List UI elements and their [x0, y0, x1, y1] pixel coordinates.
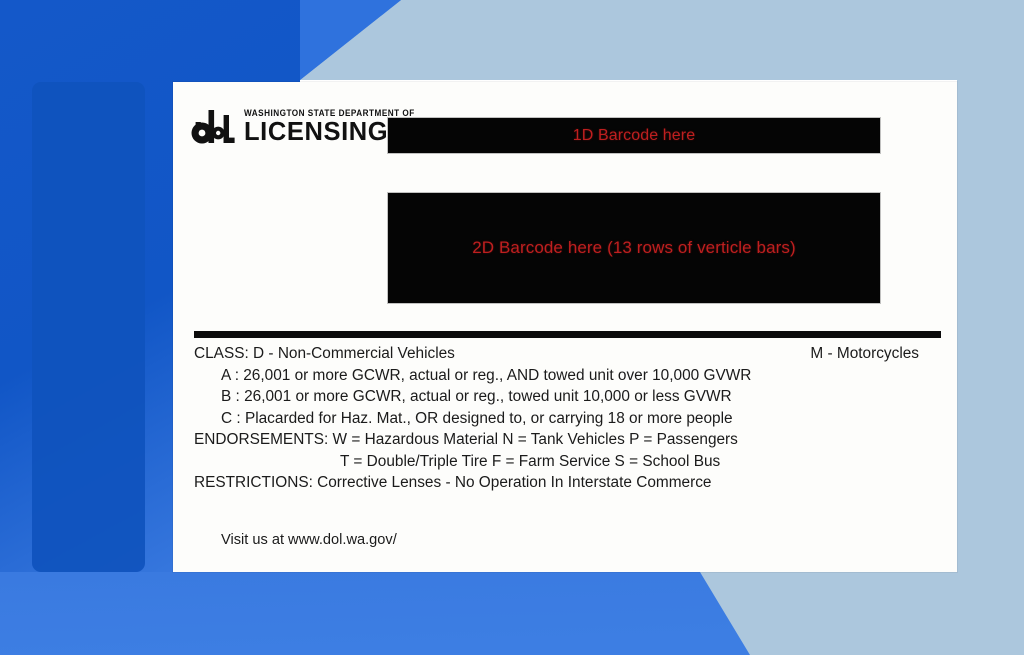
endorsements-row-2: T = Double/Triple Tire F = Farm Service S = School Bus: [340, 452, 721, 470]
class-c-row: C : Placarded for Haz. Mat., OR designed to, or carrying 18 or more people: [221, 409, 733, 427]
restrictions-row: RESTRICTIONS: Corrective Lenses - No Operation In Interstate Commerce: [194, 474, 712, 491]
bg-left-rounded-panel: [32, 82, 145, 572]
class-row: [194, 343, 941, 365]
bg-bottom-parallelogram: [0, 572, 750, 655]
class-info-block: [194, 343, 941, 494]
license-card: [173, 82, 957, 572]
class-motorcycles: M - Motorcycles: [810, 345, 919, 362]
dol-monogram-icon: [189, 109, 235, 145]
class-label: CLASS: D - Non-Commercial Vehicles: [194, 345, 455, 362]
class-b-row: B : 26,001 or more GCWR, actual or reg., towed unit 10,000 or less GVWR: [221, 388, 732, 405]
section-divider: [194, 331, 941, 338]
class-a-row: A : 26,001 or more GCWR, actual or reg., AND towed unit over 10,000 GVWR: [221, 366, 752, 384]
bg-light-right-band: [957, 0, 1024, 655]
logo-line-main: LICENSING: [244, 118, 389, 147]
endorsements-row-1: ENDORSEMENTS: W = Hazardous Material N = Tank Vehicles P = Passengers: [194, 431, 738, 448]
barcode-2d-label: 2D Barcode here (13 rows of verticle bars): [472, 238, 796, 257]
barcode-1d-label: 1D Barcode here: [572, 126, 696, 144]
barcode-1d-placeholder: [388, 118, 880, 153]
barcode-2d-placeholder: [388, 193, 880, 303]
visit-website-text: Visit us at www.dol.wa.gov/: [221, 532, 397, 548]
logo-line-top: WASHINGTON STATE DEPARTMENT OF: [244, 108, 415, 118]
